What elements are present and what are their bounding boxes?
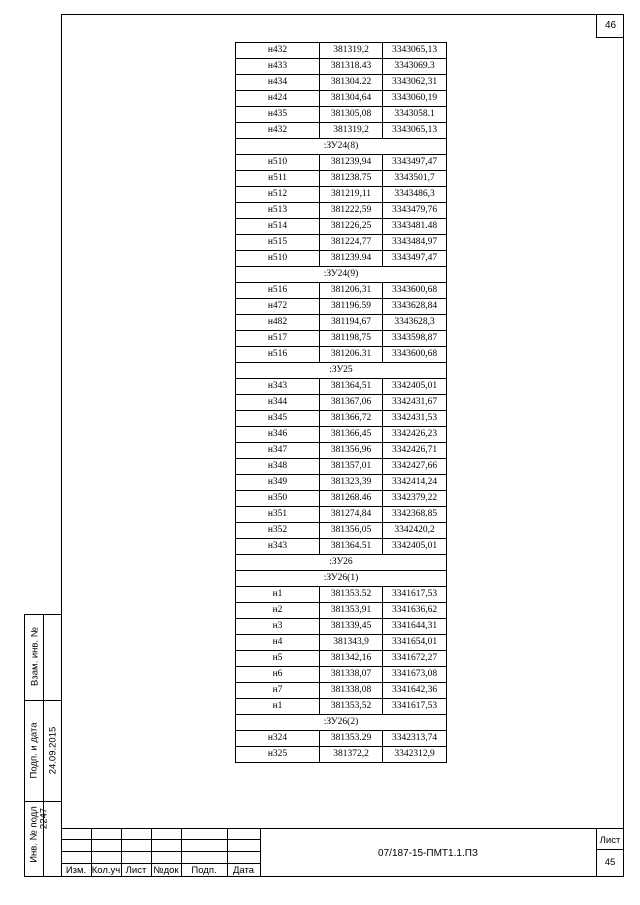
point-id: н432 (236, 123, 320, 139)
point-id: н516 (236, 283, 320, 299)
section-label: :ЗУ24(8) (236, 139, 447, 155)
y-coordinate: 3343600,68 (383, 347, 447, 363)
table-row (236, 283, 447, 299)
point-id: н1 (236, 699, 320, 715)
x-coordinate: 381372,2 (320, 747, 383, 763)
x-coordinate: 381367,06 (320, 395, 383, 411)
point-id: н7 (236, 683, 320, 699)
point-id: н432 (236, 43, 320, 59)
table-row (236, 603, 447, 619)
y-coordinate: 3342313,74 (383, 731, 447, 747)
table-row (236, 379, 447, 395)
x-coordinate: 381198,75 (320, 331, 383, 347)
y-coordinate: 3342427,66 (383, 459, 447, 475)
x-coordinate: 381319,2 (320, 43, 383, 59)
table-row (236, 475, 447, 491)
section-label: :ЗУ24(9) (236, 267, 447, 283)
x-coordinate: 381366,45 (320, 427, 383, 443)
y-coordinate: 3343497,47 (383, 251, 447, 267)
point-id: н325 (236, 747, 320, 763)
x-coordinate: 381239.94 (320, 251, 383, 267)
y-coordinate: 3341617,53 (383, 699, 447, 715)
y-coordinate: 3342368.85 (383, 507, 447, 523)
section-header-row (236, 715, 447, 731)
table-row (236, 699, 447, 715)
y-coordinate: 3341642,36 (383, 683, 447, 699)
point-id: н515 (236, 235, 320, 251)
table-row (236, 107, 447, 123)
point-id: н433 (236, 59, 320, 75)
y-coordinate: 3342420,2 (383, 523, 447, 539)
table-row (236, 331, 447, 347)
point-id: н512 (236, 187, 320, 203)
table-row (236, 347, 447, 363)
table-row (236, 491, 447, 507)
point-id: н511 (236, 171, 320, 187)
x-coordinate: 381196.59 (320, 299, 383, 315)
y-coordinate: 3343069.3 (383, 59, 447, 75)
section-label: :ЗУ26(1) (236, 571, 447, 587)
col-data: Дата (232, 865, 255, 876)
table-row (236, 667, 447, 683)
table-row (236, 651, 447, 667)
section-header-row (236, 139, 447, 155)
table-row (236, 459, 447, 475)
table-row (236, 731, 447, 747)
section-label: :ЗУ26(2) (236, 715, 447, 731)
table-row (236, 219, 447, 235)
x-coordinate: 381338,08 (320, 683, 383, 699)
table-row (236, 299, 447, 315)
point-id: н513 (236, 203, 320, 219)
y-coordinate: 3342414,24 (383, 475, 447, 491)
y-coordinate: 3341673,08 (383, 667, 447, 683)
sheet-label: Лист (599, 835, 621, 846)
y-coordinate: 3343484,97 (383, 235, 447, 251)
point-id: н3 (236, 619, 320, 635)
point-id: н516 (236, 347, 320, 363)
x-coordinate: 381206.31 (320, 347, 383, 363)
table-row (236, 187, 447, 203)
x-coordinate: 381353,91 (320, 603, 383, 619)
table-row (236, 747, 447, 763)
y-coordinate: 3341672,27 (383, 651, 447, 667)
point-id: н6 (236, 667, 320, 683)
y-coordinate: 3343065,13 (383, 43, 447, 59)
x-coordinate: 381343,9 (320, 635, 383, 651)
left-stamp (24, 614, 62, 877)
x-coordinate: 381319,2 (320, 123, 383, 139)
point-id: н424 (236, 91, 320, 107)
table-row (236, 395, 447, 411)
y-coordinate: 3342431,53 (383, 411, 447, 427)
inv-value: 2247 (38, 807, 50, 830)
point-id: н350 (236, 491, 320, 507)
x-coordinate: 381356,96 (320, 443, 383, 459)
y-coordinate: 3343501,7 (383, 171, 447, 187)
section-header-row (236, 363, 447, 379)
x-coordinate: 381364.51 (320, 539, 383, 555)
point-id: н346 (236, 427, 320, 443)
y-coordinate: 3343628,3 (383, 315, 447, 331)
x-coordinate: 381339,45 (320, 619, 383, 635)
point-id: н1 (236, 587, 320, 603)
point-id: н343 (236, 539, 320, 555)
y-coordinate: 3343062,31 (383, 75, 447, 91)
table-row (236, 171, 447, 187)
point-id: н434 (236, 75, 320, 91)
x-coordinate: 381342,16 (320, 651, 383, 667)
table-row (236, 523, 447, 539)
table-row (236, 587, 447, 603)
table-row (236, 235, 447, 251)
x-coordinate: 381318.43 (320, 59, 383, 75)
x-coordinate: 381206,31 (320, 283, 383, 299)
x-coordinate: 381356,05 (320, 523, 383, 539)
col-koluch: Кол.уч (91, 865, 121, 876)
section-header-row (236, 571, 447, 587)
point-id: н435 (236, 107, 320, 123)
col-izm: Изм. (65, 865, 87, 876)
vzam-label: Взам. инв. № (29, 627, 41, 686)
table-row (236, 91, 447, 107)
x-coordinate: 381194,67 (320, 315, 383, 331)
point-id: н517 (236, 331, 320, 347)
y-coordinate: 3343065,13 (383, 123, 447, 139)
point-id: н343 (236, 379, 320, 395)
x-coordinate: 381338,07 (320, 667, 383, 683)
podp-label: Подп. и дата (28, 722, 40, 779)
sheet-number: 45 (604, 857, 616, 868)
y-coordinate: 3343497,47 (383, 155, 447, 171)
x-coordinate: 381304,64 (320, 91, 383, 107)
table-row (236, 411, 447, 427)
table-row (236, 75, 447, 91)
col-podp: Подп. (191, 865, 217, 876)
point-id: н2 (236, 603, 320, 619)
x-coordinate: 381274,84 (320, 507, 383, 523)
table-row (236, 203, 447, 219)
y-coordinate: 3342426,71 (383, 443, 447, 459)
y-coordinate: 3343058.1 (383, 107, 447, 123)
point-id: н347 (236, 443, 320, 459)
y-coordinate: 3342426,23 (383, 427, 447, 443)
y-coordinate: 3343060,19 (383, 91, 447, 107)
table-row (236, 123, 447, 139)
point-id: н482 (236, 315, 320, 331)
point-id: н348 (236, 459, 320, 475)
x-coordinate: 381226,25 (320, 219, 383, 235)
point-id: н352 (236, 523, 320, 539)
point-id: н351 (236, 507, 320, 523)
x-coordinate: 381224,77 (320, 235, 383, 251)
coordinates-table (235, 42, 447, 763)
section-label: :ЗУ26 (236, 555, 447, 571)
y-coordinate: 3343481.48 (383, 219, 447, 235)
table-row (236, 43, 447, 59)
table-row (236, 683, 447, 699)
page-number-top: 46 (596, 14, 624, 38)
point-id: н5 (236, 651, 320, 667)
x-coordinate: 381304.22 (320, 75, 383, 91)
table-row (236, 427, 447, 443)
point-id: н510 (236, 155, 320, 171)
section-header-row (236, 267, 447, 283)
y-coordinate: 3343628,84 (383, 299, 447, 315)
sheet-separator (596, 849, 624, 850)
y-coordinate: 3342312,9 (383, 747, 447, 763)
x-coordinate: 381219,11 (320, 187, 383, 203)
table-row (236, 155, 447, 171)
y-coordinate: 3341644,31 (383, 619, 447, 635)
table-row (236, 539, 447, 555)
table-row (236, 315, 447, 331)
x-coordinate: 381323,39 (320, 475, 383, 491)
title-block (61, 828, 624, 877)
y-coordinate: 3342405,01 (383, 379, 447, 395)
x-coordinate: 381353.52 (320, 587, 383, 603)
x-coordinate: 381366,72 (320, 411, 383, 427)
x-coordinate: 381364,51 (320, 379, 383, 395)
table-row (236, 59, 447, 75)
y-coordinate: 3341654,01 (383, 635, 447, 651)
x-coordinate: 381238.75 (320, 171, 383, 187)
point-id: н510 (236, 251, 320, 267)
point-id: н344 (236, 395, 320, 411)
table-row (236, 507, 447, 523)
x-coordinate: 381305,08 (320, 107, 383, 123)
y-coordinate: 3343486,3 (383, 187, 447, 203)
col-ndok: №док (153, 865, 179, 876)
point-id: н349 (236, 475, 320, 491)
podp-date: 24.09.2015 (47, 726, 59, 775)
x-coordinate: 381268.46 (320, 491, 383, 507)
point-id: н472 (236, 299, 320, 315)
table-row (236, 619, 447, 635)
y-coordinate: 3342431,67 (383, 395, 447, 411)
table-row (236, 635, 447, 651)
point-id: н345 (236, 411, 320, 427)
y-coordinate: 3341636,62 (383, 603, 447, 619)
y-coordinate: 3343479,76 (383, 203, 447, 219)
col-list: Лист (125, 865, 147, 876)
x-coordinate: 381353,52 (320, 699, 383, 715)
table-row (236, 251, 447, 267)
table-row (236, 443, 447, 459)
point-id: н514 (236, 219, 320, 235)
point-id: н324 (236, 731, 320, 747)
document-id: 07/187-15-ПМТ1.1.ПЗ (378, 847, 478, 859)
y-coordinate: 3342379,22 (383, 491, 447, 507)
x-coordinate: 381222,59 (320, 203, 383, 219)
section-label: :ЗУ25 (236, 363, 447, 379)
y-coordinate: 3341617,53 (383, 587, 447, 603)
point-id: н4 (236, 635, 320, 651)
y-coordinate: 3343600,68 (383, 283, 447, 299)
x-coordinate: 381357,01 (320, 459, 383, 475)
section-header-row (236, 555, 447, 571)
y-coordinate: 3342405,01 (383, 539, 447, 555)
inv-label: Инв. № подл (28, 806, 40, 863)
x-coordinate: 381239,94 (320, 155, 383, 171)
x-coordinate: 381353.29 (320, 731, 383, 747)
y-coordinate: 3343598,87 (383, 331, 447, 347)
